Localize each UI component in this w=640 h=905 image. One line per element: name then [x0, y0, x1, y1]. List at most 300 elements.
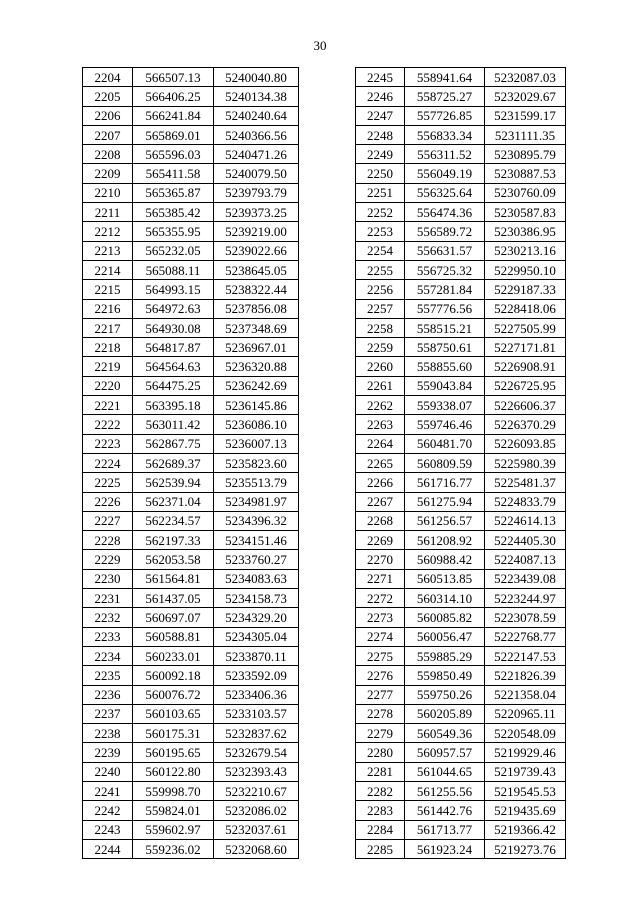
x-coordinate-cell: 562197.33: [133, 531, 214, 550]
y-coordinate-cell: 5233406.36: [214, 685, 299, 704]
point-number-cell: 2260: [356, 357, 405, 376]
y-coordinate-cell: 5236967.01: [214, 338, 299, 357]
table-row: [356, 125, 566, 144]
x-coordinate-cell: 560175.31: [133, 724, 214, 743]
y-coordinate-cell: 5237348.69: [214, 318, 299, 337]
x-coordinate-cell: 561923.24: [405, 839, 485, 858]
y-coordinate-cell: 5240079.50: [214, 164, 299, 183]
y-coordinate-cell: 5236007.13: [214, 434, 299, 453]
x-coordinate-cell: 557281.84: [405, 280, 485, 299]
y-coordinate-cell: 5226725.95: [485, 376, 566, 395]
point-number-cell: 2276: [356, 666, 405, 685]
y-coordinate-cell: 5233103.57: [214, 704, 299, 723]
table-row: [356, 608, 566, 627]
x-coordinate-cell: 557726.85: [405, 106, 485, 125]
x-coordinate-cell: 556049.19: [405, 164, 485, 183]
y-coordinate-cell: 5240366.56: [214, 125, 299, 144]
point-number-cell: 2282: [356, 781, 405, 800]
point-number-cell: 2234: [83, 646, 133, 665]
table-row: [356, 743, 566, 762]
table-row: [356, 260, 566, 279]
y-coordinate-cell: 5228418.06: [485, 299, 566, 318]
point-number-cell: 2204: [83, 68, 133, 87]
x-coordinate-cell: 559998.70: [133, 781, 214, 800]
point-number-cell: 2285: [356, 839, 405, 858]
point-number-cell: 2226: [83, 492, 133, 511]
x-coordinate-cell: 562234.57: [133, 511, 214, 530]
x-coordinate-cell: 564817.87: [133, 338, 214, 357]
point-number-cell: 2263: [356, 415, 405, 434]
table-row: [83, 473, 299, 492]
table-row: [83, 666, 299, 685]
table-row: [356, 531, 566, 550]
y-coordinate-cell: 5233760.27: [214, 550, 299, 569]
point-number-cell: 2219: [83, 357, 133, 376]
table-row: [83, 415, 299, 434]
y-coordinate-cell: 5226606.37: [485, 396, 566, 415]
y-coordinate-cell: 5219435.69: [485, 801, 566, 820]
point-number-cell: 2223: [83, 434, 133, 453]
y-coordinate-cell: 5230386.95: [485, 222, 566, 241]
point-number-cell: 2252: [356, 203, 405, 222]
table-row: [83, 646, 299, 665]
point-number-cell: 2270: [356, 550, 405, 569]
y-coordinate-cell: 5232068.60: [214, 839, 299, 858]
x-coordinate-cell: 556631.57: [405, 241, 485, 260]
point-number-cell: 2281: [356, 762, 405, 781]
point-number-cell: 2265: [356, 453, 405, 472]
x-coordinate-cell: 559043.84: [405, 376, 485, 395]
coordinates-table-left: [82, 67, 299, 859]
y-coordinate-cell: 5234158.73: [214, 589, 299, 608]
table-row: [356, 550, 566, 569]
table-row: [356, 376, 566, 395]
y-coordinate-cell: 5236242.69: [214, 376, 299, 395]
table-row: [83, 839, 299, 858]
y-coordinate-cell: 5234981.97: [214, 492, 299, 511]
table-row: [83, 222, 299, 241]
point-number-cell: 2236: [83, 685, 133, 704]
y-coordinate-cell: 5232029.67: [485, 87, 566, 106]
point-number-cell: 2279: [356, 724, 405, 743]
point-number-cell: 2277: [356, 685, 405, 704]
x-coordinate-cell: 560085.82: [405, 608, 485, 627]
x-coordinate-cell: 561442.76: [405, 801, 485, 820]
y-coordinate-cell: 5225980.39: [485, 453, 566, 472]
x-coordinate-cell: 560513.85: [405, 569, 485, 588]
x-coordinate-cell: 560233.01: [133, 646, 214, 665]
table-row: [356, 338, 566, 357]
point-number-cell: 2267: [356, 492, 405, 511]
table-row: [83, 781, 299, 800]
point-number-cell: 2207: [83, 125, 133, 144]
point-number-cell: 2255: [356, 260, 405, 279]
y-coordinate-cell: 5219273.76: [485, 839, 566, 858]
point-number-cell: 2245: [356, 68, 405, 87]
x-coordinate-cell: 562539.94: [133, 473, 214, 492]
point-number-cell: 2213: [83, 241, 133, 260]
y-coordinate-cell: 5222147.53: [485, 646, 566, 665]
x-coordinate-cell: 564930.08: [133, 318, 214, 337]
point-number-cell: 2230: [83, 569, 133, 588]
x-coordinate-cell: 561044.65: [405, 762, 485, 781]
table-row: [83, 125, 299, 144]
x-coordinate-cell: 562371.04: [133, 492, 214, 511]
y-coordinate-cell: 5240134.38: [214, 87, 299, 106]
x-coordinate-cell: 556474.36: [405, 203, 485, 222]
y-coordinate-cell: 5232086.02: [214, 801, 299, 820]
y-coordinate-cell: 5219929.46: [485, 743, 566, 762]
point-number-cell: 2284: [356, 820, 405, 839]
point-number-cell: 2278: [356, 704, 405, 723]
x-coordinate-cell: 559885.29: [405, 646, 485, 665]
point-number-cell: 2220: [83, 376, 133, 395]
x-coordinate-cell: 560122.80: [133, 762, 214, 781]
table-row: [83, 145, 299, 164]
x-coordinate-cell: 559746.46: [405, 415, 485, 434]
y-coordinate-cell: 5230887.53: [485, 164, 566, 183]
table-row: [83, 569, 299, 588]
point-number-cell: 2283: [356, 801, 405, 820]
x-coordinate-cell: 560957.57: [405, 743, 485, 762]
x-coordinate-cell: 561564.81: [133, 569, 214, 588]
y-coordinate-cell: 5223244.97: [485, 589, 566, 608]
point-number-cell: 2259: [356, 338, 405, 357]
x-coordinate-cell: 559750.26: [405, 685, 485, 704]
point-number-cell: 2238: [83, 724, 133, 743]
point-number-cell: 2215: [83, 280, 133, 299]
x-coordinate-cell: 559338.07: [405, 396, 485, 415]
table-row: [83, 183, 299, 202]
x-coordinate-cell: 564993.15: [133, 280, 214, 299]
x-coordinate-cell: 564475.25: [133, 376, 214, 395]
point-number-cell: 2229: [83, 550, 133, 569]
y-coordinate-cell: 5230587.83: [485, 203, 566, 222]
y-coordinate-cell: 5232679.54: [214, 743, 299, 762]
point-number-cell: 2248: [356, 125, 405, 144]
x-coordinate-cell: 561275.94: [405, 492, 485, 511]
point-number-cell: 2222: [83, 415, 133, 434]
x-coordinate-cell: 561256.57: [405, 511, 485, 530]
y-coordinate-cell: 5232087.03: [485, 68, 566, 87]
x-coordinate-cell: 560549.36: [405, 724, 485, 743]
y-coordinate-cell: 5225481.37: [485, 473, 566, 492]
table-row: [83, 357, 299, 376]
point-number-cell: 2254: [356, 241, 405, 260]
point-number-cell: 2208: [83, 145, 133, 164]
y-coordinate-cell: 5224614.13: [485, 511, 566, 530]
x-coordinate-cell: 560103.65: [133, 704, 214, 723]
table-row: [356, 839, 566, 858]
table-row: [356, 318, 566, 337]
x-coordinate-cell: 561437.05: [133, 589, 214, 608]
y-coordinate-cell: 5230213.16: [485, 241, 566, 260]
x-coordinate-cell: 559236.02: [133, 839, 214, 858]
y-coordinate-cell: 5229950.10: [485, 260, 566, 279]
x-coordinate-cell: 565232.05: [133, 241, 214, 260]
y-coordinate-cell: 5224833.79: [485, 492, 566, 511]
table-row: [83, 550, 299, 569]
table-row: [356, 183, 566, 202]
y-coordinate-cell: 5230760.09: [485, 183, 566, 202]
x-coordinate-cell: 565596.03: [133, 145, 214, 164]
table-row: [356, 685, 566, 704]
y-coordinate-cell: 5223078.59: [485, 608, 566, 627]
y-coordinate-cell: 5231111.35: [485, 125, 566, 144]
point-number-cell: 2214: [83, 260, 133, 279]
table-row: [83, 396, 299, 415]
point-number-cell: 2247: [356, 106, 405, 125]
table-row: [83, 492, 299, 511]
table-row: [83, 68, 299, 87]
y-coordinate-cell: 5239219.00: [214, 222, 299, 241]
table-row: [356, 280, 566, 299]
x-coordinate-cell: 560481.70: [405, 434, 485, 453]
y-coordinate-cell: 5236320.88: [214, 357, 299, 376]
y-coordinate-cell: 5240240.64: [214, 106, 299, 125]
x-coordinate-cell: 560076.72: [133, 685, 214, 704]
table-row: [356, 203, 566, 222]
table-row: [83, 589, 299, 608]
x-coordinate-cell: 560809.59: [405, 453, 485, 472]
x-coordinate-cell: 566507.13: [133, 68, 214, 87]
y-coordinate-cell: 5234305.04: [214, 627, 299, 646]
point-number-cell: 2240: [83, 762, 133, 781]
table-row: [356, 511, 566, 530]
table-row: [83, 203, 299, 222]
table-row: [356, 68, 566, 87]
table-row: [83, 106, 299, 125]
point-number-cell: 2274: [356, 627, 405, 646]
table-row: [83, 338, 299, 357]
table-row: [83, 164, 299, 183]
table-row: [356, 87, 566, 106]
x-coordinate-cell: 564972.63: [133, 299, 214, 318]
point-number-cell: 2227: [83, 511, 133, 530]
y-coordinate-cell: 5239793.79: [214, 183, 299, 202]
table-row: [356, 357, 566, 376]
x-coordinate-cell: 560205.89: [405, 704, 485, 723]
x-coordinate-cell: 563395.18: [133, 396, 214, 415]
table-row: [83, 608, 299, 627]
point-number-cell: 2280: [356, 743, 405, 762]
point-number-cell: 2272: [356, 589, 405, 608]
table-row: [83, 260, 299, 279]
x-coordinate-cell: 563011.42: [133, 415, 214, 434]
table-row: [356, 666, 566, 685]
point-number-cell: 2269: [356, 531, 405, 550]
x-coordinate-cell: 558855.60: [405, 357, 485, 376]
point-number-cell: 2264: [356, 434, 405, 453]
y-coordinate-cell: 5219739.43: [485, 762, 566, 781]
table-row: [83, 376, 299, 395]
table-row: [83, 511, 299, 530]
table-row: [356, 801, 566, 820]
x-coordinate-cell: 556833.34: [405, 125, 485, 144]
y-coordinate-cell: 5227505.99: [485, 318, 566, 337]
x-coordinate-cell: 560314.10: [405, 589, 485, 608]
y-coordinate-cell: 5223439.08: [485, 569, 566, 588]
y-coordinate-cell: 5236145.86: [214, 396, 299, 415]
x-coordinate-cell: 560092.18: [133, 666, 214, 685]
y-coordinate-cell: 5232037.61: [214, 820, 299, 839]
y-coordinate-cell: 5232210.67: [214, 781, 299, 800]
table-body: [83, 68, 299, 859]
point-number-cell: 2242: [83, 801, 133, 820]
x-coordinate-cell: 562689.37: [133, 453, 214, 472]
y-coordinate-cell: 5230895.79: [485, 145, 566, 164]
x-coordinate-cell: 561208.92: [405, 531, 485, 550]
y-coordinate-cell: 5222768.77: [485, 627, 566, 646]
table-row: [83, 627, 299, 646]
point-number-cell: 2225: [83, 473, 133, 492]
y-coordinate-cell: 5239373.25: [214, 203, 299, 222]
x-coordinate-cell: 561255.56: [405, 781, 485, 800]
y-coordinate-cell: 5239022.66: [214, 241, 299, 260]
y-coordinate-cell: 5227171.81: [485, 338, 566, 357]
x-coordinate-cell: 560988.42: [405, 550, 485, 569]
y-coordinate-cell: 5232393.43: [214, 762, 299, 781]
y-coordinate-cell: 5240471.26: [214, 145, 299, 164]
table-row: [356, 627, 566, 646]
table-row: [356, 569, 566, 588]
y-coordinate-cell: 5233870.11: [214, 646, 299, 665]
point-number-cell: 2228: [83, 531, 133, 550]
y-coordinate-cell: 5237856.08: [214, 299, 299, 318]
table-row: [356, 434, 566, 453]
point-number-cell: 2224: [83, 453, 133, 472]
table-row: [356, 646, 566, 665]
point-number-cell: 2231: [83, 589, 133, 608]
table-row: [83, 743, 299, 762]
y-coordinate-cell: 5232837.62: [214, 724, 299, 743]
point-number-cell: 2266: [356, 473, 405, 492]
table-row: [83, 801, 299, 820]
point-number-cell: 2261: [356, 376, 405, 395]
y-coordinate-cell: 5234396.32: [214, 511, 299, 530]
table-row: [356, 724, 566, 743]
point-number-cell: 2275: [356, 646, 405, 665]
x-coordinate-cell: 560588.81: [133, 627, 214, 646]
point-number-cell: 2221: [83, 396, 133, 415]
y-coordinate-cell: 5235513.79: [214, 473, 299, 492]
point-number-cell: 2251: [356, 183, 405, 202]
point-number-cell: 2218: [83, 338, 133, 357]
point-number-cell: 2216: [83, 299, 133, 318]
point-number-cell: 2243: [83, 820, 133, 839]
table-row: [83, 241, 299, 260]
table-row: [356, 164, 566, 183]
table-row: [356, 473, 566, 492]
y-coordinate-cell: 5224087.13: [485, 550, 566, 569]
y-coordinate-cell: 5220548.09: [485, 724, 566, 743]
table-row: [83, 762, 299, 781]
x-coordinate-cell: 562867.75: [133, 434, 214, 453]
table-row: [356, 589, 566, 608]
y-coordinate-cell: 5219545.53: [485, 781, 566, 800]
x-coordinate-cell: 565088.11: [133, 260, 214, 279]
y-coordinate-cell: 5219366.42: [485, 820, 566, 839]
y-coordinate-cell: 5220965.11: [485, 704, 566, 723]
table-row: [83, 685, 299, 704]
x-coordinate-cell: 559602.97: [133, 820, 214, 839]
page-number: 30: [313, 38, 327, 53]
y-coordinate-cell: 5229187.33: [485, 280, 566, 299]
point-number-cell: 2217: [83, 318, 133, 337]
x-coordinate-cell: 564564.63: [133, 357, 214, 376]
y-coordinate-cell: 5221826.39: [485, 666, 566, 685]
x-coordinate-cell: 558750.61: [405, 338, 485, 357]
x-coordinate-cell: 556325.64: [405, 183, 485, 202]
x-coordinate-cell: 558941.64: [405, 68, 485, 87]
table-row: [356, 396, 566, 415]
y-coordinate-cell: 5233592.09: [214, 666, 299, 685]
point-number-cell: 2256: [356, 280, 405, 299]
x-coordinate-cell: 565385.42: [133, 203, 214, 222]
point-number-cell: 2258: [356, 318, 405, 337]
table-row: [356, 453, 566, 472]
point-number-cell: 2237: [83, 704, 133, 723]
x-coordinate-cell: 566406.25: [133, 87, 214, 106]
point-number-cell: 2211: [83, 203, 133, 222]
point-number-cell: 2250: [356, 164, 405, 183]
table-row: [356, 820, 566, 839]
y-coordinate-cell: 5221358.04: [485, 685, 566, 704]
x-coordinate-cell: 556589.72: [405, 222, 485, 241]
table-body: [356, 68, 566, 859]
y-coordinate-cell: 5226370.29: [485, 415, 566, 434]
table-row: [83, 704, 299, 723]
x-coordinate-cell: 561713.77: [405, 820, 485, 839]
point-number-cell: 2210: [83, 183, 133, 202]
point-number-cell: 2205: [83, 87, 133, 106]
x-coordinate-cell: 560056.47: [405, 627, 485, 646]
point-number-cell: 2257: [356, 299, 405, 318]
y-coordinate-cell: 5236086.10: [214, 415, 299, 434]
x-coordinate-cell: 565411.58: [133, 164, 214, 183]
table-row: [356, 106, 566, 125]
point-number-cell: 2249: [356, 145, 405, 164]
point-number-cell: 2206: [83, 106, 133, 125]
x-coordinate-cell: 557776.56: [405, 299, 485, 318]
point-number-cell: 2268: [356, 511, 405, 530]
table-row: [356, 415, 566, 434]
table-row: [83, 299, 299, 318]
point-number-cell: 2273: [356, 608, 405, 627]
x-coordinate-cell: 561716.77: [405, 473, 485, 492]
point-number-cell: 2212: [83, 222, 133, 241]
table-row: [356, 241, 566, 260]
x-coordinate-cell: 556725.32: [405, 260, 485, 279]
table-row: [83, 820, 299, 839]
y-coordinate-cell: 5226908.91: [485, 357, 566, 376]
x-coordinate-cell: 556311.52: [405, 145, 485, 164]
point-number-cell: 2262: [356, 396, 405, 415]
table-row: [83, 280, 299, 299]
coordinates-table-right: [355, 67, 566, 859]
y-coordinate-cell: 5226093.85: [485, 434, 566, 453]
point-number-cell: 2246: [356, 87, 405, 106]
table-row: [83, 87, 299, 106]
point-number-cell: 2235: [83, 666, 133, 685]
table-row: [356, 145, 566, 164]
table-row: [83, 318, 299, 337]
table-row: [356, 781, 566, 800]
table-row: [356, 299, 566, 318]
table-row: [83, 453, 299, 472]
point-number-cell: 2241: [83, 781, 133, 800]
point-number-cell: 2209: [83, 164, 133, 183]
